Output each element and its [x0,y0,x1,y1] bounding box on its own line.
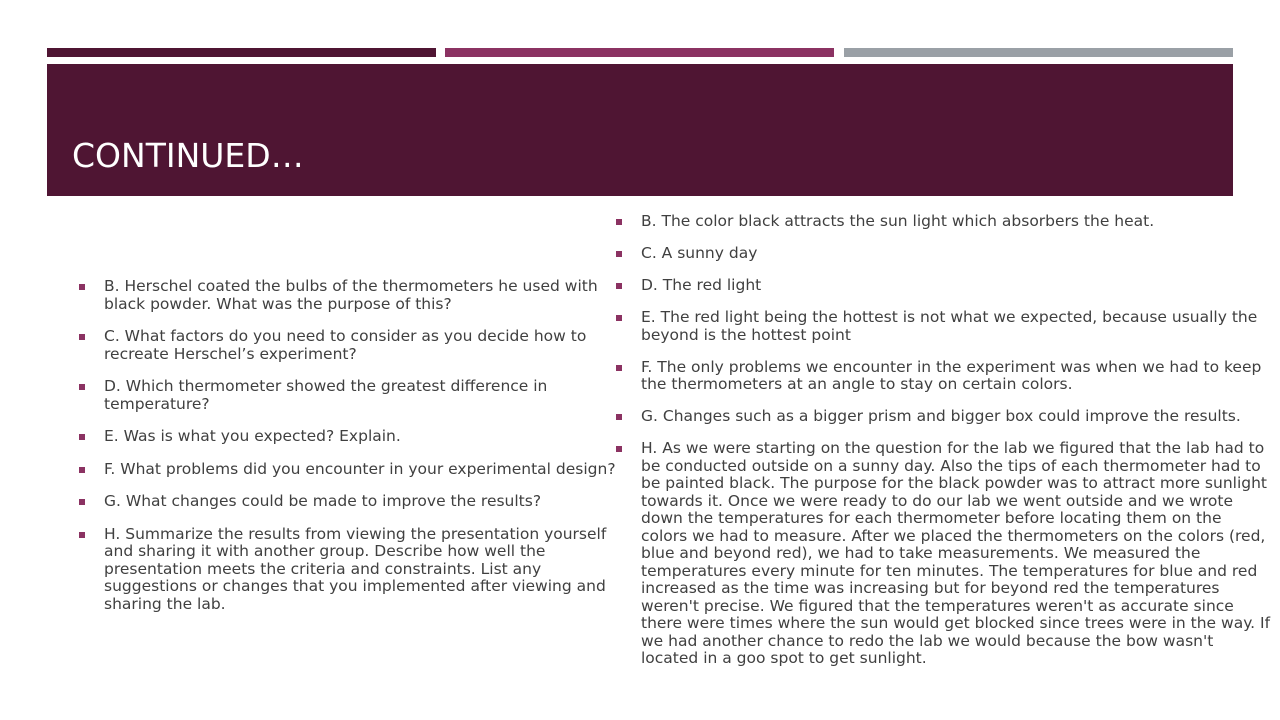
answer-text: D. The red light [641,276,762,294]
square-bullet-icon [616,219,622,225]
answer-item-b [611,213,1271,231]
question-item-b [74,278,622,313]
square-bullet-icon [79,384,85,390]
slide-title: CONTINUED… [72,136,304,175]
answer-text: H. As we were starting on the question for the lab we figured that the lab had to be conducted outside on a sunny day. Also the tips of each thermometer had to be painted black. The purpose for the black powder was to attract more sunlight towards it. Once we were ready to do our lab we went outside and we wrote down the temperatures for each thermometer before locating them on the colors we had to measure. After we placed the thermometers on the colors (red, blue and beyond red), we had to take measurements. We measured the temperatures every minute for ten minutes. The temperatures for blue and red increased as the time was increasing but for beyond red the temperatures weren't precise. We figured that the temperatures weren't as accurate since there were times where the sun would get blocked since trees were in the way. If we had another chance to redo the lab we would because the bow wasn't located in a goo spot to get sunlight. [641,439,1271,667]
square-bullet-icon [616,251,622,257]
answer-item-e [611,309,1271,344]
question-item-c [74,328,622,363]
square-bullet-icon [616,446,622,452]
question-item-g [74,493,622,511]
answer-text: E. The red light being the hottest is not what we expected, because usually the beyond is the hottest point [641,308,1258,344]
accent-bar-magenta [445,48,834,57]
question-text: E. Was is what you expected? Explain. [104,427,401,445]
square-bullet-icon [616,365,622,371]
question-text: B. Herschel coated the bulbs of the thermometers he used with black powder. What was the purpose of this? [104,277,598,313]
answer-item-f [611,359,1271,394]
answer-list [611,213,1271,668]
answer-item-h [611,440,1271,668]
accent-bar-gray [844,48,1233,57]
question-text: D. Which thermometer showed the greatest difference in temperature? [104,377,548,413]
square-bullet-icon [79,334,85,340]
answer-text: F. The only problems we encounter in the experiment was when we had to keep the thermometers at an angle to stay on certain colors. [641,357,1262,393]
square-bullet-icon [79,434,85,440]
square-bullet-icon [616,283,622,289]
square-bullet-icon [79,284,85,290]
question-item-e [74,428,622,446]
answer-item-g [611,408,1271,426]
square-bullet-icon [79,532,85,538]
question-text: G. What changes could be made to improve the results? [104,492,542,510]
answer-text: B. The color black attracts the sun light which absorbers the heat. [641,212,1155,230]
question-text: H. Summarize the results from viewing the presentation yourself and sharing it with another group. Describe how well the presentation meets the criteria and constraints. List any suggestions or changes that you implemented after viewing and sharing the lab. [104,524,607,613]
answer-text: G. Changes such as a bigger prism and bigger box could improve the results. [641,407,1241,425]
square-bullet-icon [616,414,622,420]
answer-text: C. A sunny day [641,244,758,262]
square-bullet-icon [79,499,85,505]
question-text: C. What factors do you need to consider as you decide how to recreate Herschel’s experiment? [104,327,587,363]
accent-bar-dark [47,48,436,57]
question-item-d [74,378,622,413]
question-list [74,278,622,628]
question-item-h [74,526,622,614]
answer-item-d [611,277,1271,295]
question-item-f [74,461,622,479]
square-bullet-icon [79,467,85,473]
square-bullet-icon [616,315,622,321]
question-text: F. What problems did you encounter in your experimental design? [104,459,616,478]
answer-item-c [611,245,1271,263]
title-band [47,64,1233,196]
